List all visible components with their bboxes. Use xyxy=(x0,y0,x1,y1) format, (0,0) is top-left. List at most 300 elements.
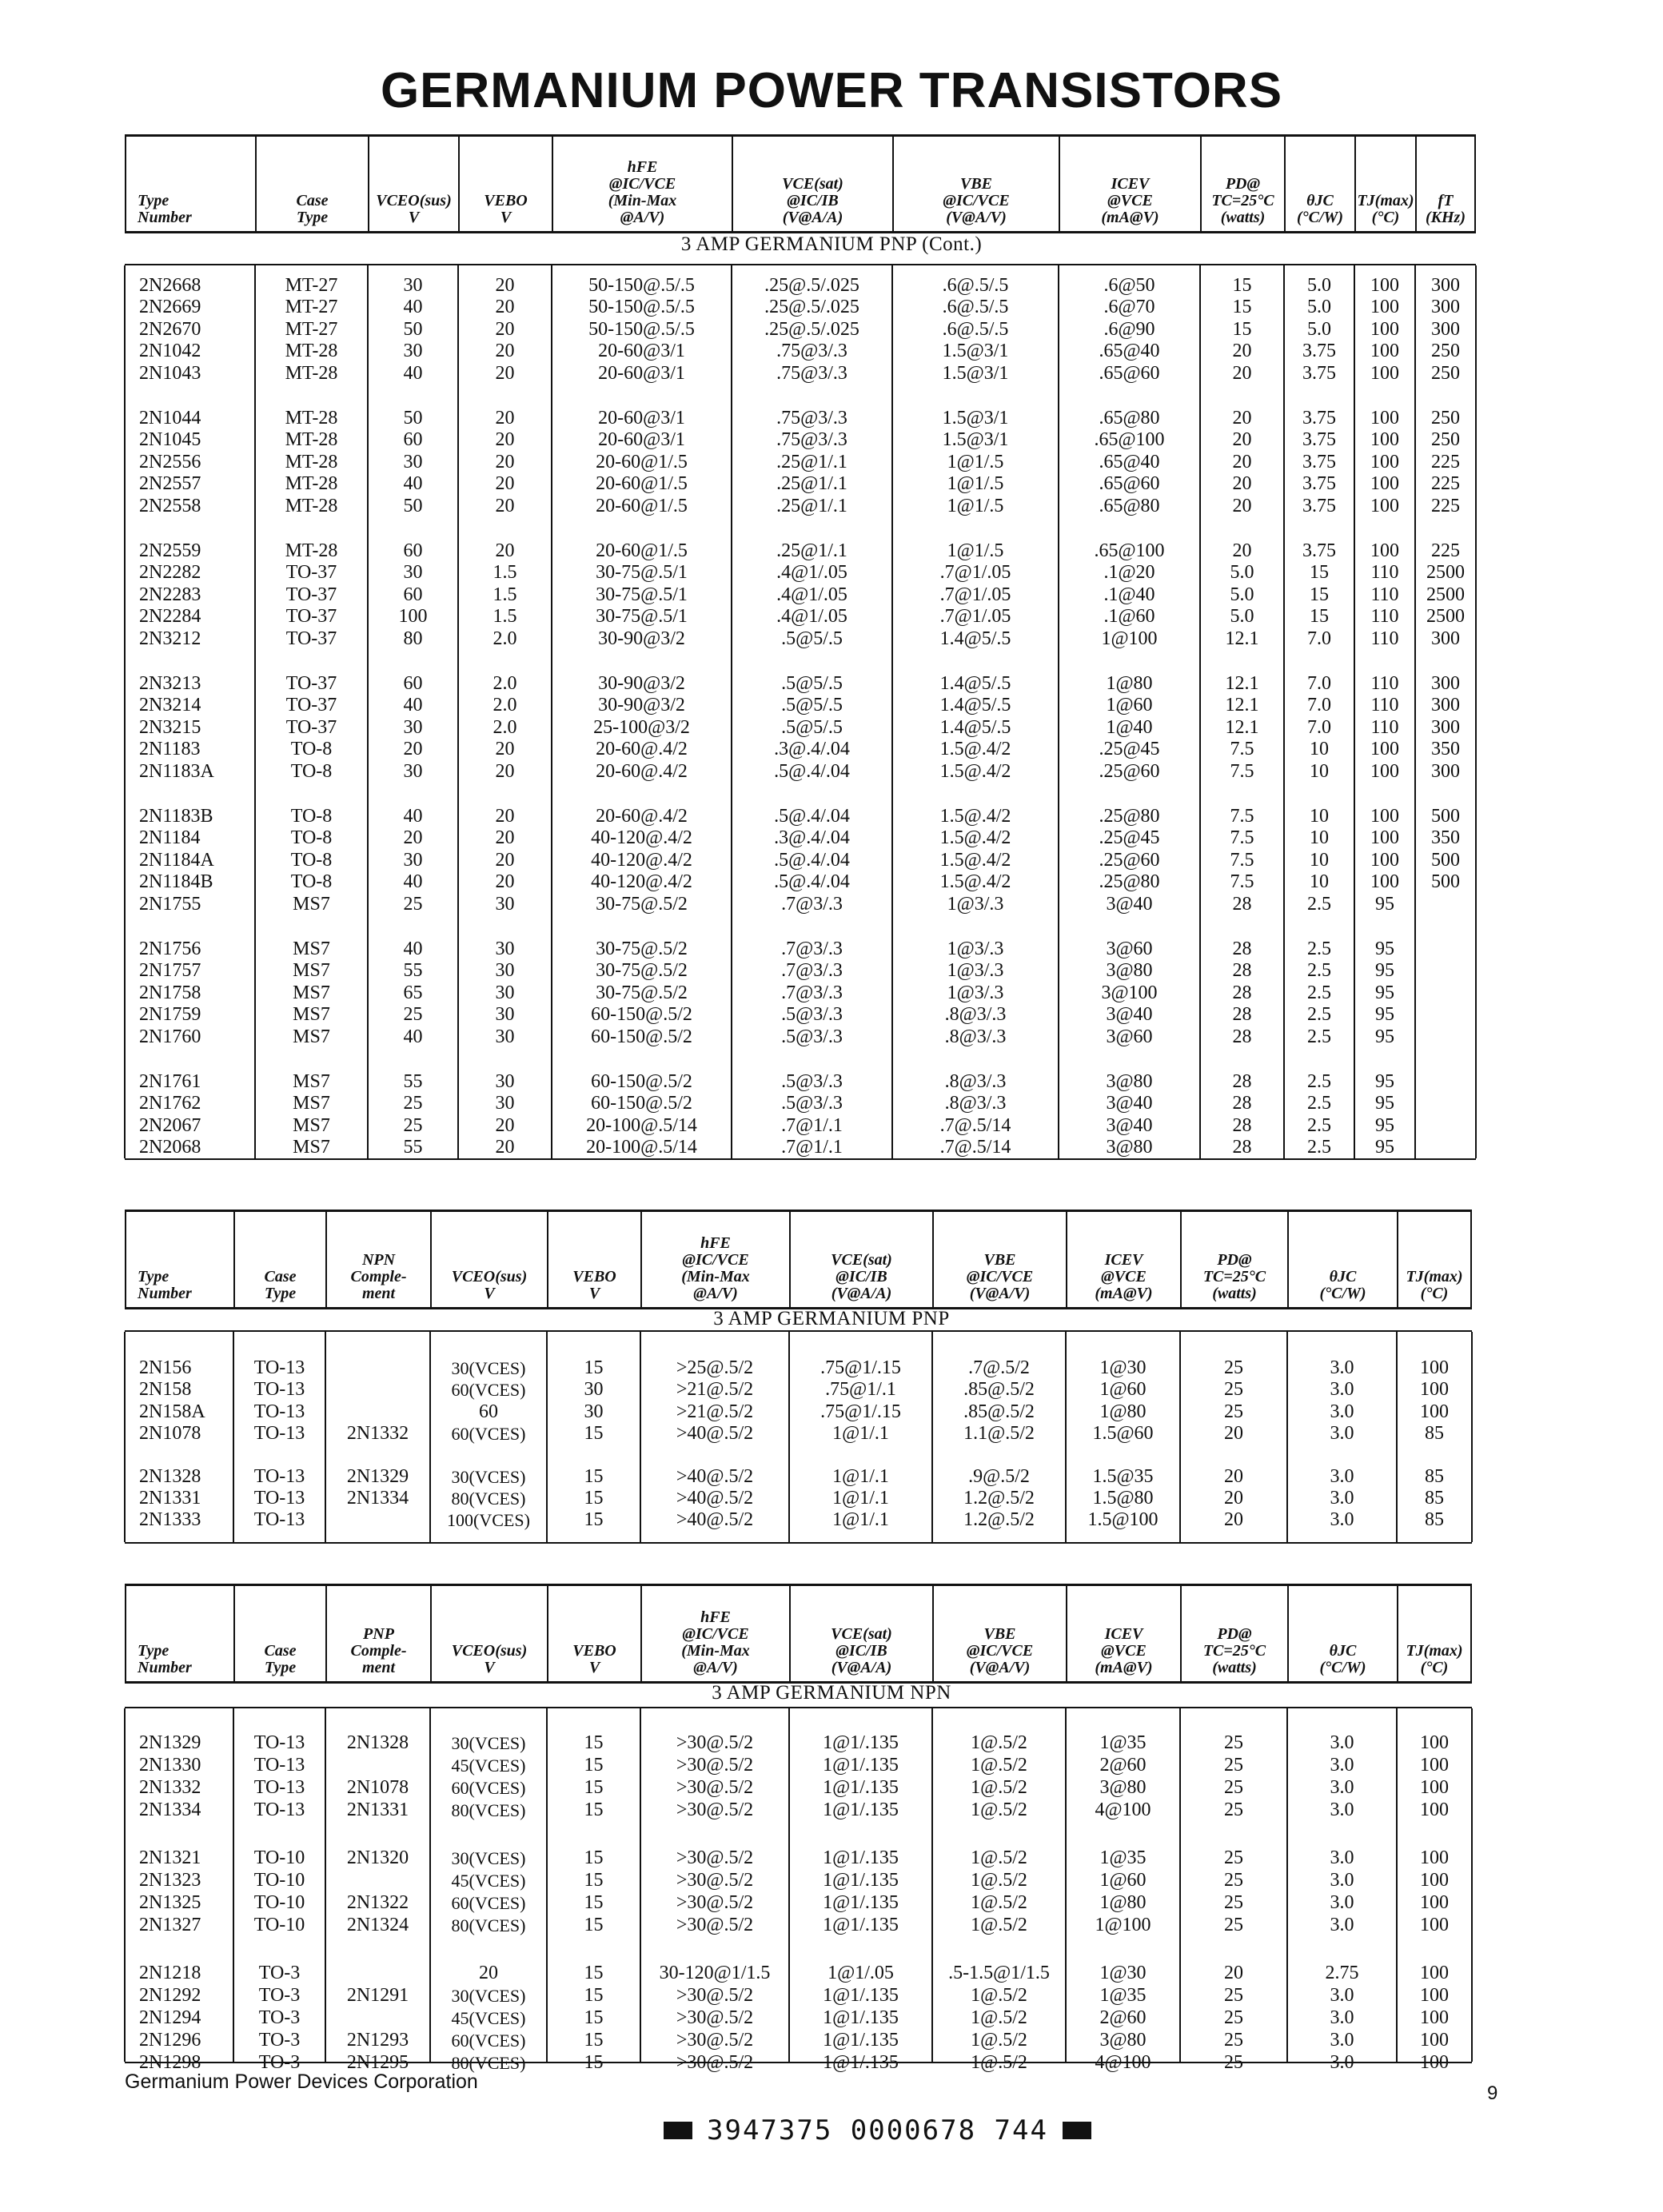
table-cell: .4@1/.05 xyxy=(776,562,847,584)
table-cell: 15 xyxy=(1232,318,1252,340)
column-header-line: ICEV xyxy=(1111,175,1150,193)
table-cell: TO-10 xyxy=(253,1892,305,1913)
table-cell: 3.0 xyxy=(1330,1847,1354,1868)
column-header-line: θJC xyxy=(1306,192,1334,209)
table-cell: 4@100 xyxy=(1095,2052,1151,2073)
type-number-cell: 2N1183 xyxy=(139,739,201,760)
type-number-cell: 2N1759 xyxy=(139,1004,201,1026)
table-cell xyxy=(1415,894,1476,915)
table-cell: 55 xyxy=(403,1071,423,1092)
table-cell: 1@1/.135 xyxy=(823,1985,899,2006)
table-cell: 300 xyxy=(1431,628,1460,649)
table-cell: 1@.5/2 xyxy=(971,1799,1027,1820)
table-cell: MS7 xyxy=(293,1004,330,1026)
table-cell: 3.75 xyxy=(1302,473,1336,495)
table-cell: 10 xyxy=(1310,739,1329,760)
table-row xyxy=(125,319,1476,341)
table-cell: 1.5@35 xyxy=(1092,1465,1154,1487)
table-row xyxy=(125,1401,1472,1423)
column-header-line: (V@A/A) xyxy=(831,1659,892,1676)
table-cell: 12.1 xyxy=(1225,673,1259,694)
table-cell: 110 xyxy=(1370,562,1399,584)
table-cell: .75@1/.15 xyxy=(820,1357,901,1378)
table-cell: 60-150@.5/2 xyxy=(591,1093,692,1114)
table-cell: 100 xyxy=(1370,540,1399,561)
column-header-line: @IC/VCE xyxy=(682,1625,749,1643)
type-number-cell: 2N1331 xyxy=(139,1488,201,1509)
table-cell: .25@1/.1 xyxy=(776,495,847,516)
table-cell: 95 xyxy=(1375,1026,1394,1047)
table-cell: 55 xyxy=(403,1137,423,1158)
table-cell: 225 xyxy=(1431,495,1460,516)
table-cell: 15 xyxy=(1310,584,1329,605)
table-cell: 1@3/.3 xyxy=(947,939,1004,959)
table-cell: 1@.5/2 xyxy=(971,1915,1027,1935)
table-cell: 12.1 xyxy=(1225,628,1259,649)
table-cell: 60(VCES) xyxy=(451,1380,526,1401)
table-cell: 25 xyxy=(1224,2052,1243,2073)
column-header-line: VCEO(sus) xyxy=(376,192,452,209)
table-cell: 1.5@.4/2 xyxy=(939,739,1011,760)
table-cell: 100 xyxy=(1420,2007,1449,2028)
table-cell: 2N1324 xyxy=(346,1915,409,1935)
column-header-line: Type xyxy=(138,1268,169,1285)
table-cell: MS7 xyxy=(293,982,330,1003)
table-cell: TO-37 xyxy=(285,695,337,716)
column-header-line: V xyxy=(588,1285,600,1302)
table-cell: 15 xyxy=(584,2030,604,2051)
table-cell: 25 xyxy=(1224,2030,1243,2051)
table-cell: .5@5/.5 xyxy=(781,673,843,694)
table-cell: 28 xyxy=(1232,1114,1252,1136)
table-cell: 100 xyxy=(1420,1892,1449,1913)
type-number-cell: 2N158A xyxy=(139,1401,205,1422)
table-cell: 5.0 xyxy=(1307,275,1331,296)
table-cell: >40@.5/2 xyxy=(676,1423,754,1445)
column-header-line: Number xyxy=(138,1659,192,1676)
table-row xyxy=(125,717,1476,739)
table-row xyxy=(125,850,1476,871)
type-number-cell: 2N1332 xyxy=(139,1777,201,1798)
table-cell: 40 xyxy=(403,695,423,716)
type-number-cell: 2N2668 xyxy=(139,275,201,296)
table-cell: 25 xyxy=(1224,1401,1243,1422)
table-cell: 2.5 xyxy=(1307,1004,1331,1026)
table-cell: 95 xyxy=(1375,1114,1394,1136)
table-cell: .7@1/.05 xyxy=(939,606,1011,628)
table-cell: 1@1/.1 xyxy=(832,1488,889,1509)
table-cell: .6@70 xyxy=(1103,297,1155,318)
table-cell: TO-3 xyxy=(258,2052,301,2073)
table-cell: 225 xyxy=(1431,540,1460,561)
table-cell: 3@80 xyxy=(1106,1137,1153,1158)
table-cell: 40 xyxy=(403,473,423,495)
table-header xyxy=(125,1584,1472,1684)
table-cell: .7@.5/14 xyxy=(939,1114,1011,1136)
table-cell: 25 xyxy=(1224,1732,1243,1753)
table-cell: .75@3/.3 xyxy=(776,341,847,362)
table-cell: 2N1331 xyxy=(346,1799,409,1820)
column-header xyxy=(1287,1586,1397,1681)
table-cell: 10 xyxy=(1310,849,1329,871)
column-header xyxy=(789,1586,932,1681)
column-header-line: @IC/VCE xyxy=(966,1268,1034,1285)
table-cell: 3@80 xyxy=(1099,2030,1147,2051)
table-cell: 3@40 xyxy=(1106,1114,1153,1136)
table-cell: .8@3/.3 xyxy=(944,1004,1007,1026)
table-cell xyxy=(325,1963,430,1984)
table-cell: 3@80 xyxy=(1106,960,1153,982)
column-header xyxy=(1397,1586,1472,1681)
table-cell: 1@60 xyxy=(1106,695,1153,716)
type-number-cell: 2N1756 xyxy=(139,939,201,959)
type-number-cell: 2N2556 xyxy=(139,451,201,472)
table-cell: 100 xyxy=(1420,1357,1449,1378)
column-header-line: V xyxy=(500,209,512,226)
type-number-cell: 2N1184 xyxy=(139,827,201,849)
table-cell: 100 xyxy=(1420,1985,1449,2006)
table-cell: MT-27 xyxy=(285,275,338,296)
column-header-line: V xyxy=(484,1285,495,1302)
table-cell: 80(VCES) xyxy=(451,2053,526,2073)
table-cell: 2N1329 xyxy=(346,1465,409,1487)
table-cell: 15 xyxy=(584,1488,604,1509)
table-cell: 100 xyxy=(1420,1379,1449,1401)
table-cell: 20 xyxy=(1224,1963,1243,1983)
table-cell: 3.75 xyxy=(1302,540,1336,561)
table-cell: 1@100 xyxy=(1095,1915,1151,1935)
type-number-cell: 2N3213 xyxy=(139,673,201,694)
table-cell: 5.0 xyxy=(1230,562,1254,584)
table-cell: 25 xyxy=(1224,1985,1243,2006)
type-number-cell: 2N158 xyxy=(139,1379,192,1401)
table-cell: TO-8 xyxy=(290,806,333,827)
table-cell: 1@35 xyxy=(1099,1732,1147,1753)
table-cell: 30-90@3/2 xyxy=(598,628,685,649)
column-header-line: VCE(sat) xyxy=(831,1251,892,1269)
table-cell: 60-150@.5/2 xyxy=(591,1004,692,1026)
table-row xyxy=(125,1509,1472,1531)
table-body xyxy=(125,1707,1472,2073)
table-row xyxy=(125,1379,1472,1401)
table-cell: 15 xyxy=(584,1985,604,2006)
type-number-cell: 2N2068 xyxy=(139,1137,201,1158)
table-cell: 1@80 xyxy=(1099,1401,1147,1422)
table-cell: 1.5@.4/2 xyxy=(939,760,1011,782)
column-header xyxy=(1354,137,1415,231)
table-cell: >30@.5/2 xyxy=(676,2007,754,2028)
column-header-line: Type xyxy=(264,1659,297,1676)
table-cell: MT-27 xyxy=(285,318,338,340)
type-number-cell: 2N1758 xyxy=(139,982,201,1003)
table-cell: 60 xyxy=(403,540,423,561)
table-cell: 300 xyxy=(1431,318,1460,340)
table-cell: 250 xyxy=(1431,341,1460,362)
table-cell: 20 xyxy=(495,827,515,849)
table-cell: 2500 xyxy=(1426,584,1465,605)
table-cell: 2.0 xyxy=(493,628,517,649)
table-cell: MT-28 xyxy=(285,540,338,561)
table-cell: .1@20 xyxy=(1103,562,1155,584)
table-cell: 2.5 xyxy=(1307,960,1331,982)
table-row xyxy=(125,1847,1472,1869)
table-cell: 1@3/.3 xyxy=(947,982,1004,1003)
table-cell: .85@.5/2 xyxy=(963,1401,1035,1422)
column-header xyxy=(125,137,255,231)
table-cell: 85 xyxy=(1425,1423,1444,1445)
column-header-line: VEBO xyxy=(484,192,528,209)
table-cell: 2500 xyxy=(1426,562,1465,584)
table-cell: 20-100@.5/14 xyxy=(586,1137,697,1158)
table-cell: 5.0 xyxy=(1230,606,1254,628)
table-cell: 15 xyxy=(584,1799,604,1820)
table-cell: >30@.5/2 xyxy=(676,1985,754,2006)
table-cell: 1@1/.1 xyxy=(832,1509,889,1531)
table-cell: .75@3/.3 xyxy=(776,408,847,428)
column-header xyxy=(892,137,1059,231)
table-cell: .25@45 xyxy=(1099,827,1160,849)
table-cell: 20 xyxy=(1232,473,1252,495)
table-row xyxy=(125,1799,1472,1821)
table-cell: 4@100 xyxy=(1095,1799,1151,1820)
table-cell: 2.5 xyxy=(1307,893,1331,915)
column-header xyxy=(368,137,458,231)
table-cell: .65@80 xyxy=(1099,408,1160,428)
table-cell: 30 xyxy=(403,341,423,362)
table-cell: .7@.5/14 xyxy=(939,1137,1011,1158)
table-cell: .25@.5/.025 xyxy=(764,318,859,340)
table-cell: 1.5@3/1 xyxy=(942,362,1009,384)
table-cell: 1.4@5/.5 xyxy=(939,673,1011,694)
column-header xyxy=(1059,137,1200,231)
table-cell: 1.5@.4/2 xyxy=(939,871,1011,893)
column-header-line: Case xyxy=(264,1642,297,1660)
table-cell: 1@1/.135 xyxy=(823,2052,899,2073)
column-header-line: (V@A/A) xyxy=(831,1285,892,1302)
table-cell: .5@.4/.04 xyxy=(774,806,850,827)
table-cell xyxy=(325,1755,430,1776)
section-title: 3 AMP GERMANIUM PNP (Cont.) xyxy=(680,233,983,255)
table-cell: 1.1@.5/2 xyxy=(963,1423,1035,1445)
table-row xyxy=(125,1732,1472,1754)
column-header-line: hFE xyxy=(627,158,658,176)
table-cell: 40 xyxy=(403,871,423,893)
type-number-cell: 2N1329 xyxy=(139,1732,201,1753)
table-cell: .6@50 xyxy=(1103,275,1155,296)
table-cell: TO-10 xyxy=(253,1915,305,1935)
table-cell: 25 xyxy=(403,893,423,915)
table-cell: .65@40 xyxy=(1099,451,1160,472)
table-cell: MT-28 xyxy=(285,341,338,362)
table-cell: 1.5@.4/2 xyxy=(939,806,1011,827)
table-cell: .65@40 xyxy=(1099,341,1160,362)
type-number-cell: 2N3212 xyxy=(139,628,201,649)
column-header-line: PD@ xyxy=(1217,1625,1252,1643)
column-header-line: (°C) xyxy=(1371,209,1400,226)
table-cell: .65@100 xyxy=(1094,540,1165,561)
table-cell: 10 xyxy=(1310,806,1329,827)
table-cell: 20 xyxy=(495,495,515,516)
table-cell: 95 xyxy=(1375,1137,1394,1158)
table-cell: 7.5 xyxy=(1230,739,1254,760)
table-cell: 3.0 xyxy=(1330,1423,1354,1445)
table-cell: .5@3/.3 xyxy=(781,1071,843,1092)
table-cell: 95 xyxy=(1375,1071,1394,1092)
column-header-line: (mA@V) xyxy=(1095,1285,1153,1302)
table-row xyxy=(125,1915,1472,1936)
table-cell: .3@.4/.04 xyxy=(774,739,850,760)
column-header-line: (mA@V) xyxy=(1095,1659,1153,1676)
column-header-line: @VCE xyxy=(1101,1268,1147,1285)
type-number-cell: 2N1044 xyxy=(139,408,201,428)
column-header-line: (°C) xyxy=(1420,1659,1449,1676)
table-cell: 20 xyxy=(495,1137,515,1158)
type-number-cell: 2N2558 xyxy=(139,495,201,516)
table-cell: 15 xyxy=(584,1509,604,1531)
table-cell: 100 xyxy=(1420,2052,1449,2073)
type-number-cell: 2N1184A xyxy=(139,849,214,871)
table-cell: .1@60 xyxy=(1103,606,1155,628)
table-cell: 40-120@.4/2 xyxy=(591,849,692,871)
table-cell: 40 xyxy=(403,297,423,318)
column-header-line: V xyxy=(588,1659,600,1676)
column-header xyxy=(1180,1586,1287,1681)
table-cell: 30 xyxy=(495,939,515,959)
table-row xyxy=(125,297,1476,318)
table-cell: 95 xyxy=(1375,1004,1394,1026)
table-cell: 40 xyxy=(403,1026,423,1047)
column-header-line: (V@A/V) xyxy=(946,209,1007,226)
table-cell: 1.2@.5/2 xyxy=(963,1509,1035,1531)
table-cell: TO-10 xyxy=(253,1847,305,1868)
table-cell: .25@1/.1 xyxy=(776,540,847,561)
column-header xyxy=(552,137,732,231)
table-cell: 30 xyxy=(495,982,515,1003)
table-cell: MS7 xyxy=(293,1026,330,1047)
table-cell: 25 xyxy=(403,1093,423,1114)
table-cell: 20 xyxy=(479,1963,498,1983)
table-cell: 20 xyxy=(495,1114,515,1136)
table-cell: .75@1/.1 xyxy=(825,1379,896,1401)
table-cell: 80(VCES) xyxy=(451,1800,526,1820)
table-cell: 20-60@1/.5 xyxy=(596,451,688,472)
barcode-block-right xyxy=(1063,2122,1091,2139)
table-row xyxy=(125,1870,1472,1891)
table-cell: 1.4@5/.5 xyxy=(939,695,1011,716)
table-cell: 20 xyxy=(1232,495,1252,516)
table-cell: 2.75 xyxy=(1325,1963,1359,1983)
table-cell: 2.5 xyxy=(1307,1137,1331,1158)
type-number-cell: 2N2067 xyxy=(139,1114,201,1136)
table-cell: 15 xyxy=(584,1777,604,1798)
table-cell: 1@1/.5 xyxy=(947,540,1004,561)
column-header xyxy=(125,1212,233,1307)
table-cell: 28 xyxy=(1232,982,1252,1003)
table-cell: 1@.5/2 xyxy=(971,1732,1027,1753)
table-cell: 20-100@.5/14 xyxy=(586,1114,697,1136)
table-cell: 60 xyxy=(403,673,423,694)
table-cell: .4@1/.05 xyxy=(776,606,847,628)
table-cell: 3.0 xyxy=(1330,2052,1354,2073)
table-cell: 5.0 xyxy=(1230,584,1254,605)
table-cell: MT-28 xyxy=(285,451,338,472)
table-cell: .5@3/.3 xyxy=(781,1004,843,1026)
type-number-cell: 2N2559 xyxy=(139,540,201,561)
table-cell: 20 xyxy=(1232,408,1252,428)
column-header xyxy=(1397,1212,1472,1307)
table-cell xyxy=(325,1357,430,1379)
table-cell: 1@1/.135 xyxy=(823,1799,899,1820)
column-header xyxy=(547,1586,640,1681)
table-cell: 300 xyxy=(1431,673,1460,694)
column-header-line: hFE xyxy=(700,1608,731,1626)
table-row xyxy=(125,429,1476,451)
table-cell: 7.0 xyxy=(1307,628,1331,649)
type-number-cell: 2N1755 xyxy=(139,893,201,915)
column-header-line: @IC/IB xyxy=(787,192,839,209)
table-cell: .25@1/.1 xyxy=(776,473,847,495)
table-cell: .9@.5/2 xyxy=(968,1465,1030,1487)
table-cell: 25 xyxy=(1224,2007,1243,2028)
table-cell: 100 xyxy=(1420,1401,1449,1422)
table-row xyxy=(125,341,1476,362)
table-cell: 3.0 xyxy=(1330,1357,1354,1378)
table-cell: 100 xyxy=(1370,806,1399,827)
table-cell: 3.0 xyxy=(1330,1732,1354,1753)
column-header-line: @IC/VCE xyxy=(608,175,676,193)
table-cell: 1@1/.5 xyxy=(947,473,1004,495)
table-cell: .65@60 xyxy=(1099,362,1160,384)
table-cell: .5@5/.5 xyxy=(781,716,843,738)
table-cell: 85 xyxy=(1425,1488,1444,1509)
table-cell: 3.75 xyxy=(1302,362,1336,384)
table-cell: 30-75@.5/1 xyxy=(596,562,688,584)
column-header xyxy=(1284,137,1354,231)
table-cell: .6@.5/.5 xyxy=(942,318,1009,340)
table-cell: TO-13 xyxy=(253,1755,305,1776)
column-header xyxy=(1287,1212,1397,1307)
table-cell: .6@.5/.5 xyxy=(942,275,1009,296)
table-cell: 2N1291 xyxy=(346,1985,409,2006)
column-header xyxy=(789,1212,932,1307)
table-cell: 3.0 xyxy=(1330,1892,1354,1913)
column-header-line: TJ(max) xyxy=(1406,1642,1463,1660)
type-number-cell: 2N1333 xyxy=(139,1509,201,1531)
table-cell: 2.0 xyxy=(493,695,517,716)
column-header-line: PD@ xyxy=(1225,175,1261,193)
table-cell: >30@.5/2 xyxy=(676,1799,754,1820)
table-cell: 3.75 xyxy=(1302,341,1336,362)
table-cell: 1@1/.05 xyxy=(828,1963,894,1983)
table-cell: 300 xyxy=(1431,275,1460,296)
table-cell: .25@.5/.025 xyxy=(764,275,859,296)
table-cell: 95 xyxy=(1375,893,1394,915)
column-header-line: (Min-Max xyxy=(608,192,677,209)
table-cell: .7@3/.3 xyxy=(781,893,843,915)
type-number-cell: 2N1292 xyxy=(139,1985,201,2006)
column-header xyxy=(1180,1212,1287,1307)
table-cell: 3@80 xyxy=(1106,1071,1153,1092)
table-cell: 2500 xyxy=(1426,606,1465,628)
table-row xyxy=(125,960,1476,982)
table-cell: .3@.4/.04 xyxy=(774,827,850,849)
table-cell: 20 xyxy=(1232,341,1252,362)
table-cell: 3@100 xyxy=(1101,982,1158,1003)
table-cell: 350 xyxy=(1431,739,1460,760)
table-cell: 3@40 xyxy=(1106,1004,1153,1026)
table-cell xyxy=(325,1379,430,1401)
table-cell: 7.5 xyxy=(1230,849,1254,871)
